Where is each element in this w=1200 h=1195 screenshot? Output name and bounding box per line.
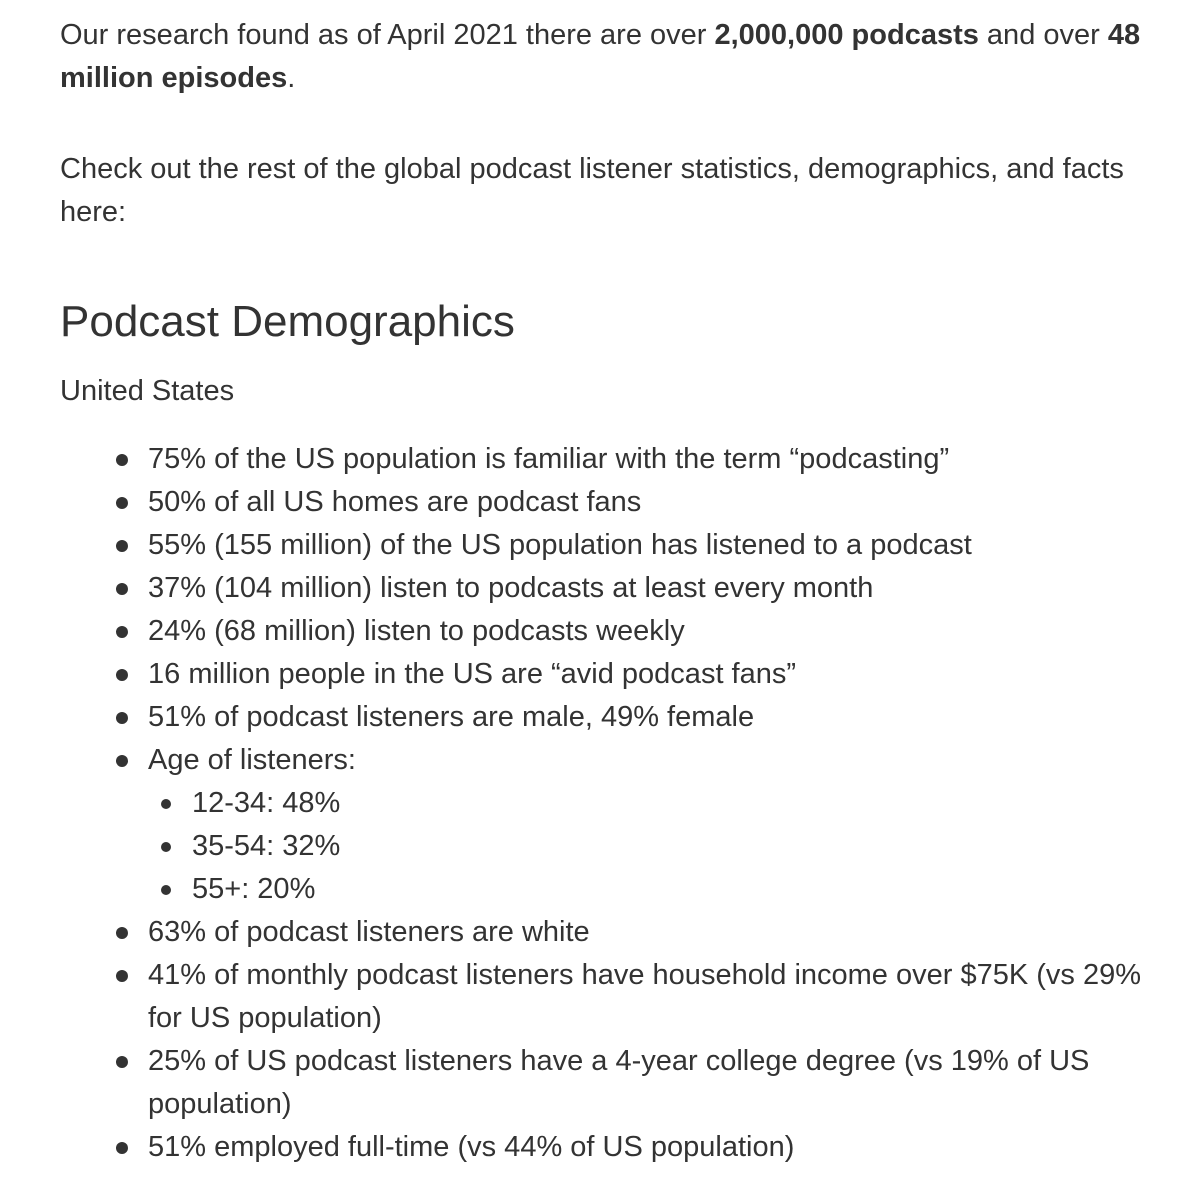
intro-text-2: and over [978,19,1108,51]
list-item: 63% of podcast listeners are white [148,911,1150,954]
section-title: Podcast Demographics [60,297,515,346]
stats-list [60,438,1150,1169]
sub-list-item: 12-34: 48% [192,782,1150,825]
list-item: 25% of US podcast listeners have a 4-year college degree (vs 19% of US population) [148,1040,1150,1126]
list-item: 41% of monthly podcast listeners have household income over $75K (vs 29% for US population) [148,954,1150,1040]
article-body [60,0,1150,1169]
list-item: 51% of podcast listeners are male, 49% female [148,696,1150,739]
intro-paragraph [60,14,1150,100]
episode-count-highlight: 48 million episodes [60,19,1141,94]
cta-paragraph: Check out the rest of the global podcast listener statistics, demographics, and facts here: [60,153,1124,228]
age-sublist [148,782,1150,911]
age-heading: Age of listeners: [148,744,356,776]
list-item: 16 million people in the US are “avid podcast fans” [148,653,1150,696]
list-item: 50% of all US homes are podcast fans [148,481,1150,524]
list-item: 24% (68 million) listen to podcasts weekly [148,610,1150,653]
sub-list-item: 55+: 20% [192,868,1150,911]
list-item: 75% of the US population is familiar with the term “podcasting” [148,438,1150,481]
list-item: 51% employed full-time (vs 44% of US population) [148,1126,1150,1169]
intro-text-1: Our research found as of April 2021 there are over [60,19,715,51]
list-item: 37% (104 million) listen to podcasts at least every month [148,567,1150,610]
sub-list-item: 35-54: 32% [192,825,1150,868]
list-item: 55% (155 million) of the US population has listened to a podcast [148,524,1150,567]
intro-text-3: . [287,62,296,94]
section-subtitle: United States [60,375,235,407]
list-item-age [148,739,1150,911]
podcast-count-highlight: 2,000,000 podcasts [714,19,979,51]
